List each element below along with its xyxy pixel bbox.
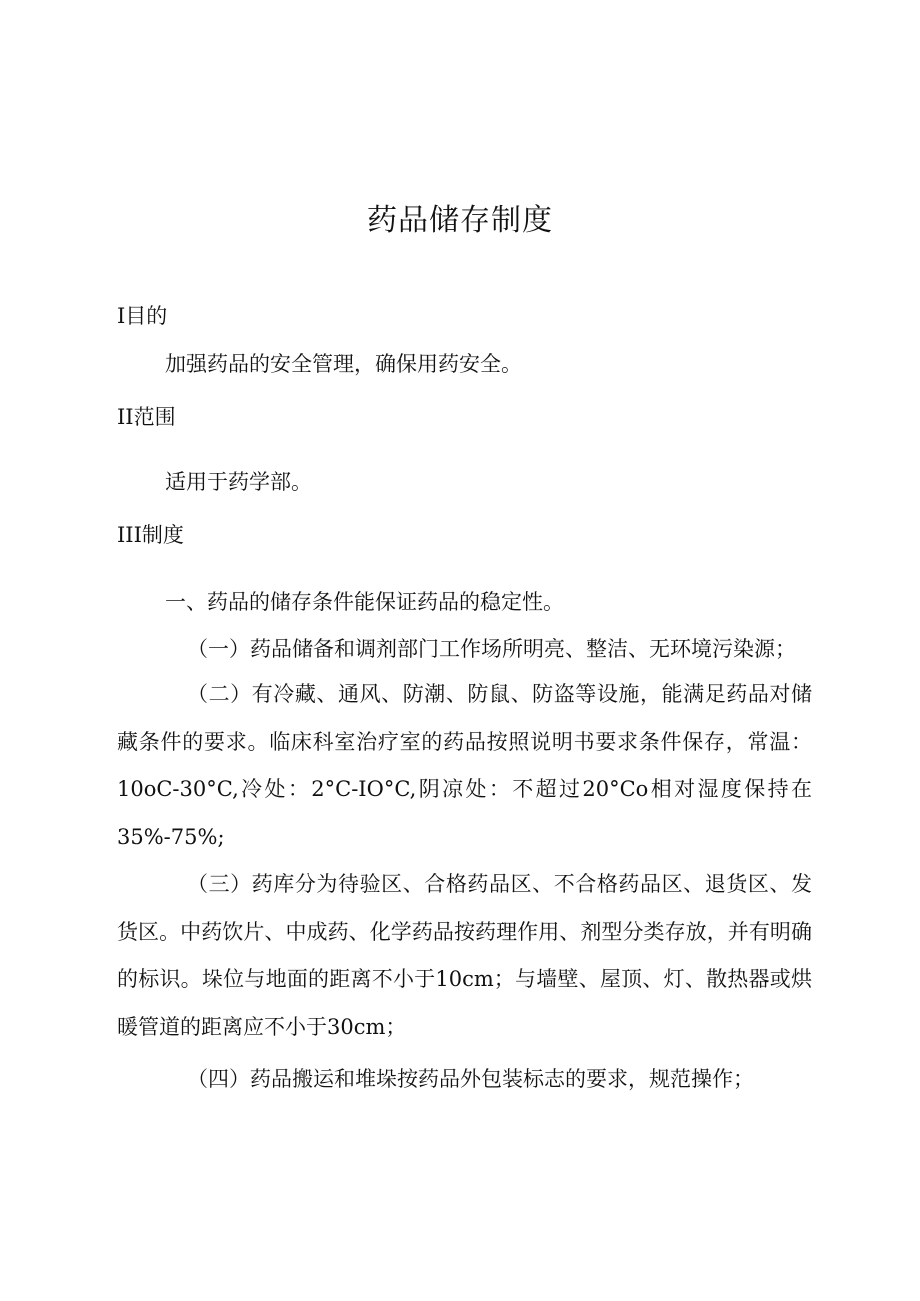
rule-subitem-3: （三）药库分为待验区、合格药品区、不合格药品区、退货区、发货区。中药饮片、中成药、化学药品按药理作用、剂型分类存放，并有明确的标识。垛位与地面的距离不小于10cm；与墙壁、屋顶、灯、散热器或烘暖管道的距离应不小于30cm； xyxy=(117,872,812,1039)
rule-subitem-2: （二）有冷藏、通风、防潮、防鼠、防盗等设施，能满足药品对储藏条件的要求。临床科室治疗室的药品按照说明书要求条件保存，常温：10oC-30°C,冷处：2°C-IO°C,阴凉处：不超过20°Co相对湿度保持在35%-75%; xyxy=(117,682,812,849)
section-heading-scope: II范围 xyxy=(117,405,176,429)
document-title: 药品储存制度 xyxy=(367,203,553,238)
section-heading-rules: III制度 xyxy=(117,523,184,547)
section-heading-purpose: I目的 xyxy=(117,304,168,328)
rule-subitem-1: （一）药品储备和调剂部门工作场所明亮、整洁、无环境污染源； xyxy=(187,637,796,661)
section-body-scope: 适用于药学部。 xyxy=(165,470,312,494)
rule-subitem-4: （四）药品搬运和堆垛按药品外包装标志的要求，规范操作； xyxy=(187,1067,754,1091)
rule-item-1: 一、药品的储存条件能保证药品的稳定性。 xyxy=(165,590,564,614)
section-body-purpose: 加强药品的安全管理，确保用药安全。 xyxy=(165,352,522,376)
